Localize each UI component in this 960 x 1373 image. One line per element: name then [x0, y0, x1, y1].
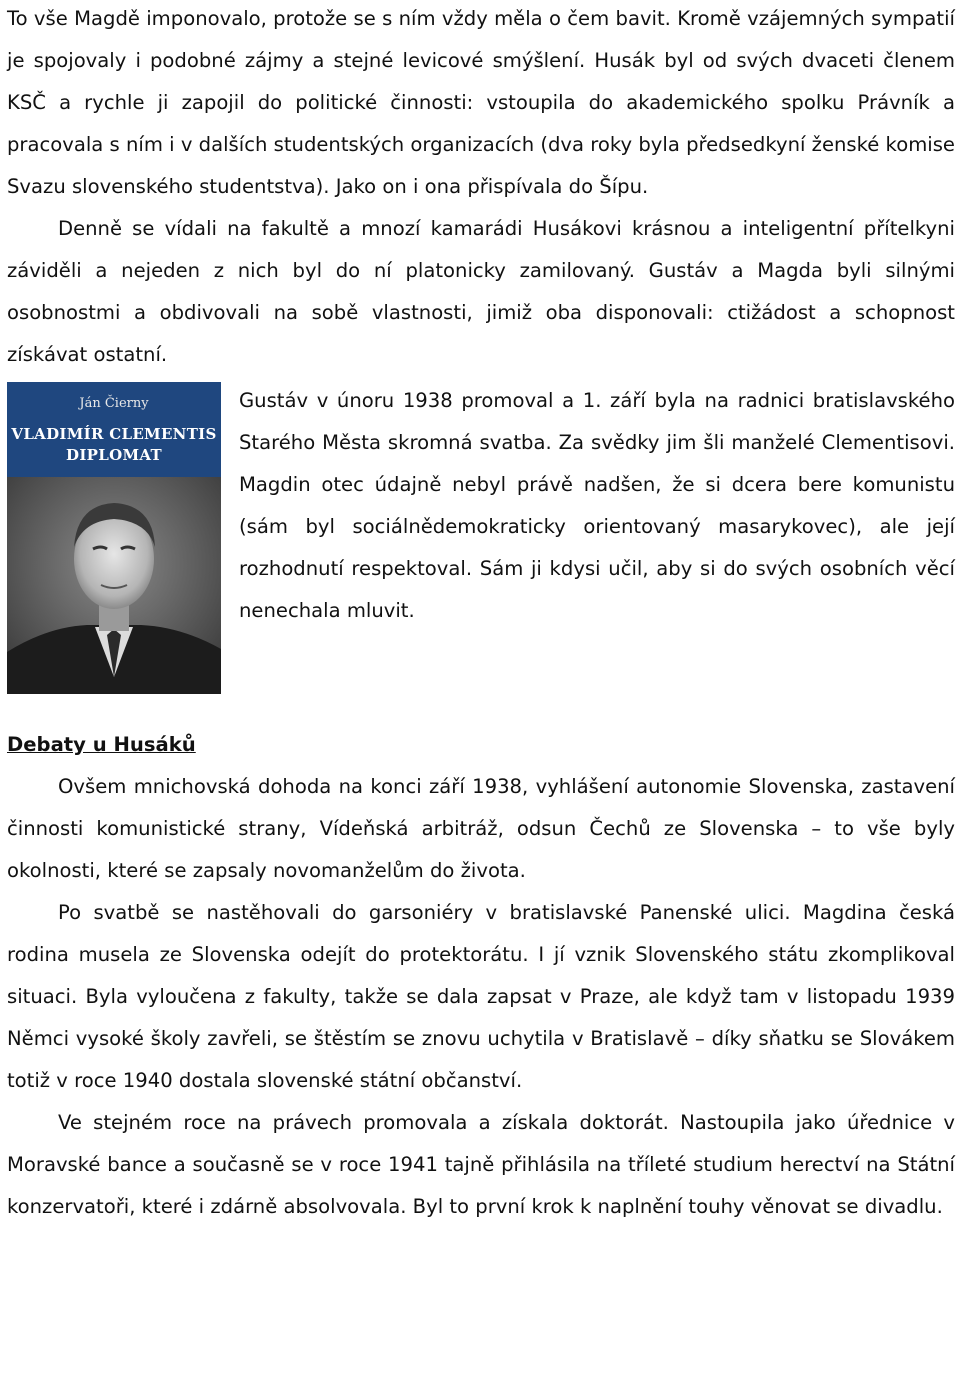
paragraph-6: Ve stejném roce na právech promovala a získala doktorát. Nastoupila jako úřednice v Moravské bance a současně se v roce 1941 tajně přihlásila na tříleté studium herectví na Státní konzervatoři, které i zdárně absolvovala. Byl to první krok k naplnění touhy věnovat se divadlu. [7, 1111, 955, 1218]
side-text-column [239, 380, 955, 632]
cover-title-line-2: DIPLOMAT [66, 446, 162, 464]
paragraph-3: Gustáv v únoru 1938 promoval a 1. září byla na radnici bratislavského Starého Města skromná svatba. Za svědky jim šli manželé Clementisovi. Magdin otec údajně nebyl právě nadšen, že si dcera bere komunistu (sám byl sociálnědemokraticky orientovaný masarykovec), ale její rozhodnutí respektoval. Sám ji kdysi učil, aby si do svých osobních věcí nenechala mluvit. [239, 389, 955, 622]
figure-with-text [7, 380, 955, 694]
book-cover-image [7, 382, 221, 694]
cover-title-line-1: VLADIMÍR CLEMENTIS [11, 425, 217, 443]
paragraph-2: Denně se vídali na fakultě a mnozí kamarádi Husákovi krásnou a inteligentní přítelkyni záviděli a nejeden z nich byl do ní platonicky zamilovaný. Gustáv a Magda byli silnými osobnostmi a obdivovali na sobě vlastnosti, jimiž oba disponovali: ctižádost a schopnost získávat ostatní. [7, 217, 955, 366]
cover-author: Ján Čierny [79, 396, 149, 411]
paragraph-5: Po svatbě se nastěhovali do garsoniéry v bratislavské Panenské ulici. Magdina česká rodina musela ze Slovenska odejít do protektorátu. I jí vznik Slovenského státu zkomplikoval situaci. Byla vyloučena z fakulty, takže se dala zapsat v Praze, ale když tam v listopadu 1939 Němci vysoké školy zavřeli, se štěstím se znovu uchytila v Bratislavě – díky sňatku se Slovákem totiž v roce 1940 dostala slovenské státní občanství. [7, 901, 955, 1092]
cover-title [7, 424, 221, 466]
section-heading: Debaty u Husáků [7, 733, 196, 756]
paragraph-4: Ovšem mnichovská dohoda na konci září 1938, vyhlášení autonomie Slovenska, zastavení činnosti komunistické strany, Vídeňská arbitráž, odsun Čechů ze Slovenska – to vše byly okolnosti, které se zapsaly novomanželům do života. [7, 775, 955, 882]
document-page [7, 0, 955, 1228]
paragraph-1: To vše Magdě imponovalo, protože se s ním vždy měla o čem bavit. Kromě vzájemných sympatií je spojovaly i podobné zájmy a stejné levicové smýšlení. Husák byl od svých dvaceti členem KSČ a rychle ji zapojil do politické činnosti: vstoupila do akademického spolku Právník a pracovala s ním i v dalších studentských organizacích (dva roky byla předsedkyní ženské komise Svazu slovenského studentstva). Jako on i ona přispívala do Šípu. [7, 7, 955, 198]
portrait-photo [7, 477, 221, 694]
